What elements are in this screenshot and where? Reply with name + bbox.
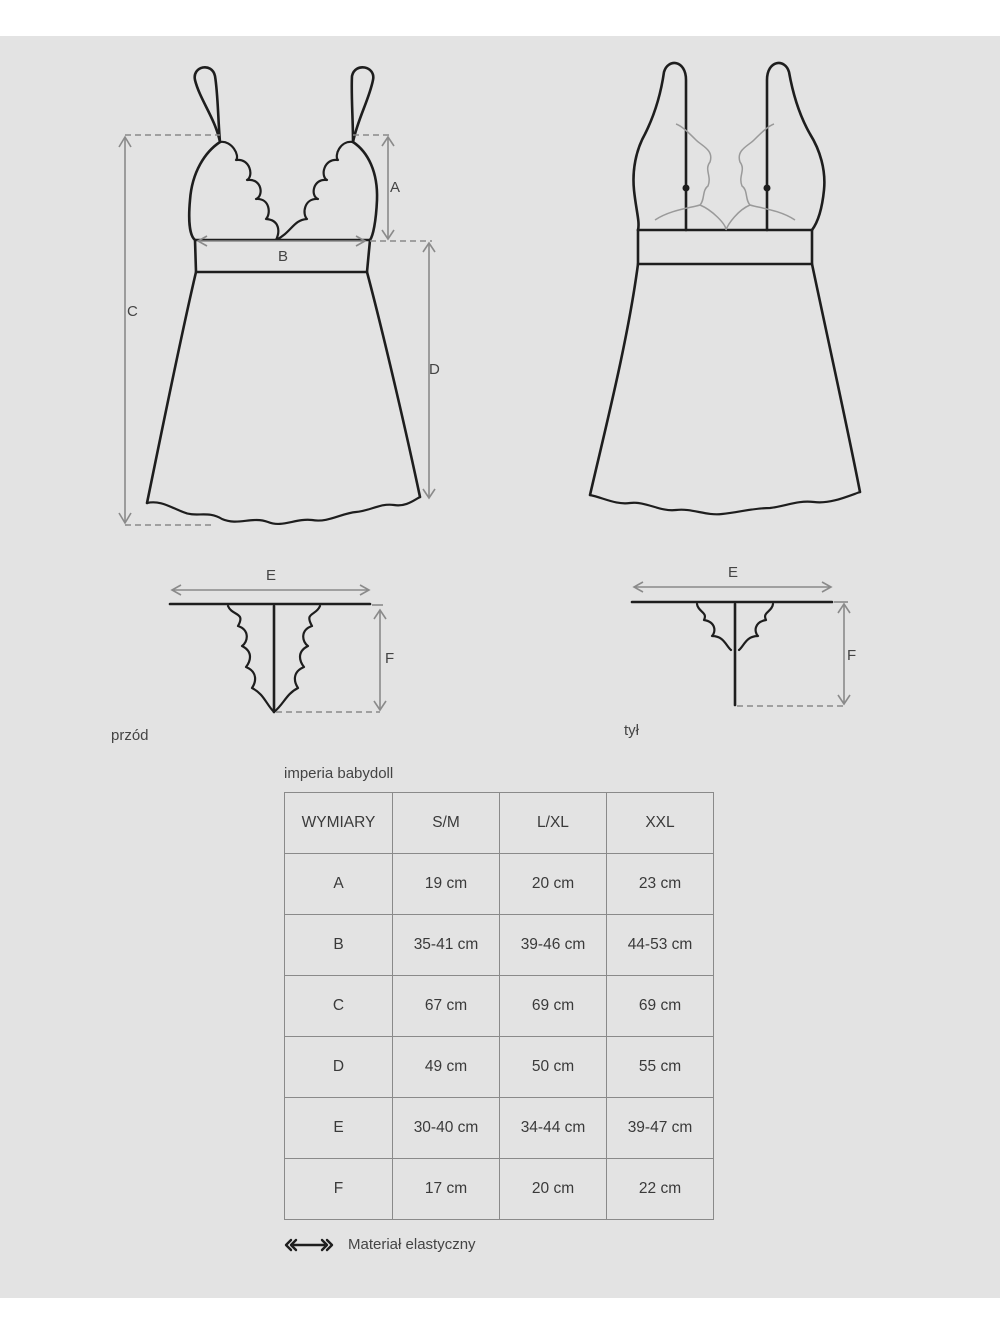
row-label-cell: F (285, 1159, 393, 1220)
size-table (284, 792, 714, 1220)
front-dimension-label-b: B (278, 248, 289, 265)
back-right-clasp-icon (764, 185, 771, 192)
table-cell: 17 cm (393, 1159, 500, 1220)
back-thong-dimension-lines (634, 582, 850, 706)
table-cell: 67 cm (393, 976, 500, 1037)
table-row (285, 976, 714, 1037)
table-row (285, 915, 714, 976)
table-cell: 39-47 cm (607, 1098, 714, 1159)
row-label-cell: D (285, 1037, 393, 1098)
front-thong-drawing (170, 604, 370, 712)
front-dimension-label-e: E (266, 567, 277, 584)
table-row (285, 1098, 714, 1159)
table-cell: 69 cm (607, 976, 714, 1037)
row-label-cell: A (285, 854, 393, 915)
legend (284, 1236, 476, 1253)
legend-text: Materiał elastyczny (348, 1236, 476, 1253)
table-cell: 20 cm (500, 1159, 607, 1220)
row-label-cell: B (285, 915, 393, 976)
back-left-clasp-icon (683, 185, 690, 192)
back-thong-drawing (632, 602, 832, 705)
table-cell: 35-41 cm (393, 915, 500, 976)
table-cell: 34-44 cm (500, 1098, 607, 1159)
row-label-cell: C (285, 976, 393, 1037)
back-dimension-label-e: E (728, 564, 739, 581)
back-babydoll-drawing (590, 63, 860, 514)
table-row (285, 1159, 714, 1220)
table-row (285, 854, 714, 915)
header-cell: L/XL (500, 793, 607, 854)
header-cell: XXL (607, 793, 714, 854)
table-row (285, 1037, 714, 1098)
back-caption: tył (624, 722, 639, 739)
table-cell: 23 cm (607, 854, 714, 915)
front-caption: przód (111, 727, 149, 744)
table-cell: 20 cm (500, 854, 607, 915)
table-cell: 49 cm (393, 1037, 500, 1098)
table-title: imperia babydoll (284, 765, 394, 782)
table-cell: 69 cm (500, 976, 607, 1037)
elastic-stretch-icon (284, 1237, 334, 1253)
back-lace-outline (655, 124, 795, 230)
row-label-cell: E (285, 1098, 393, 1159)
table-cell: 22 cm (607, 1159, 714, 1220)
front-dimension-label-a: A (390, 179, 401, 196)
table-cell: 19 cm (393, 854, 500, 915)
header-cell: S/M (393, 793, 500, 854)
front-dimension-lines (119, 135, 435, 525)
header-cell: WYMIARY (285, 793, 393, 854)
table-cell: 39-46 cm (500, 915, 607, 976)
table-cell: 30-40 cm (393, 1098, 500, 1159)
table-cell: 44-53 cm (607, 915, 714, 976)
front-dimension-label-f: F (385, 650, 395, 667)
front-dimension-label-c: C (127, 303, 138, 320)
front-dimension-label-d: D (429, 361, 440, 378)
back-dimension-label-f: F (847, 647, 857, 664)
table-cell: 50 cm (500, 1037, 607, 1098)
table-header-row (285, 793, 714, 854)
table-cell: 55 cm (607, 1037, 714, 1098)
